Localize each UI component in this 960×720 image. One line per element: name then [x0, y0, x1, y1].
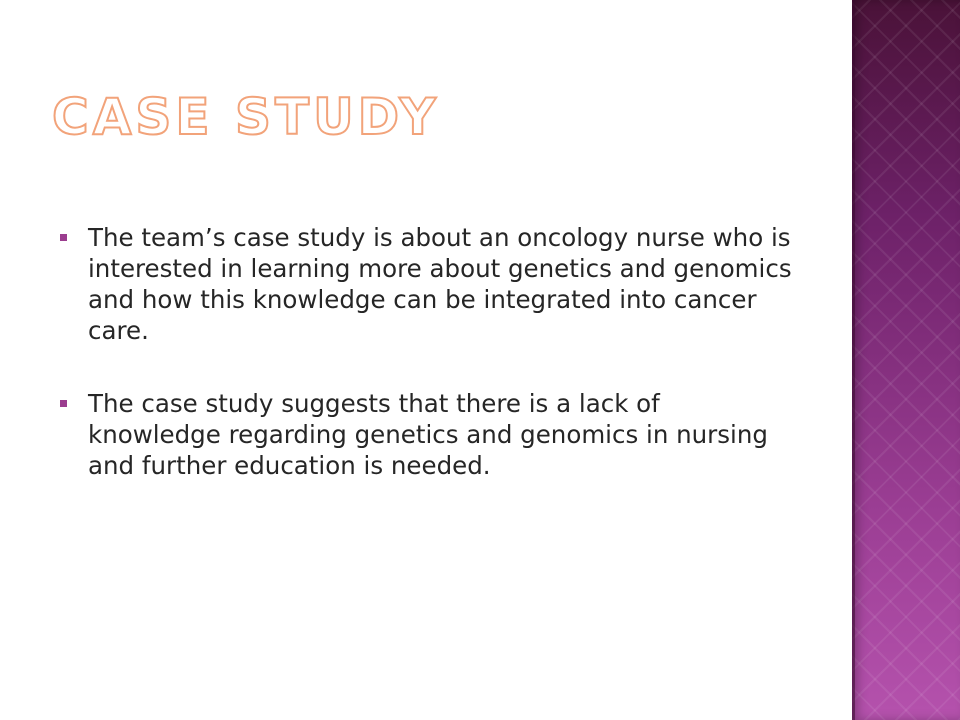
square-bullet-icon: [60, 400, 67, 407]
bullet-list: [58, 222, 798, 523]
bullet-item: [58, 222, 798, 346]
square-bullet-icon: [60, 234, 67, 241]
bullet-text: The case study suggests that there is a lack of knowledge regarding genetics and genomics in nursing and further education is needed.: [88, 389, 768, 480]
bullet-text: The team’s case study is about an oncology nurse who is interested in learning more about genetics and genomics and how this knowledge can be integrated into cancer care.: [88, 223, 792, 345]
slide-title: CASE STUDY: [52, 88, 440, 146]
side-band-edge: [852, 0, 855, 720]
bullet-item: [58, 388, 798, 481]
decorative-side-band: [852, 0, 960, 720]
